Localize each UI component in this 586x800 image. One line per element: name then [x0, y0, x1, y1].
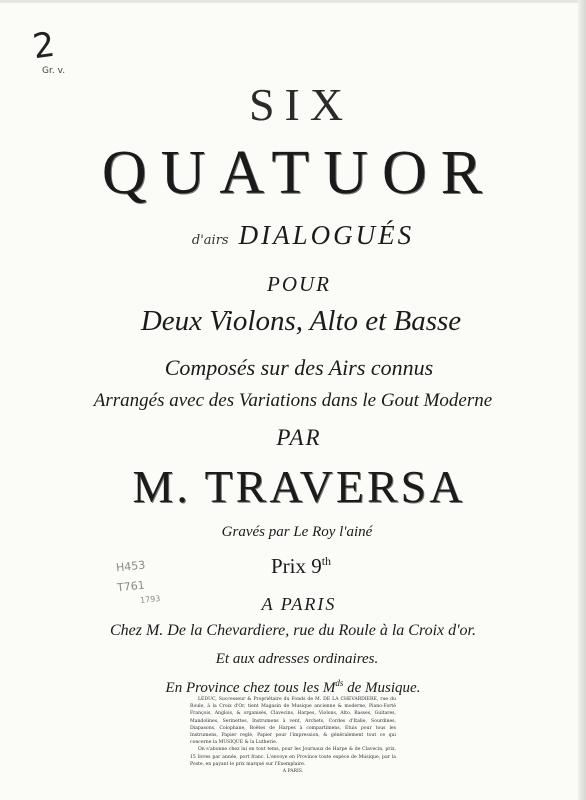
arranges-line: Arrangés avec des Variations dans le Gout Moderne [93, 390, 493, 411]
composer-name: M. TRAVERSA [132, 461, 466, 512]
imprint-city: A PARIS [261, 594, 337, 614]
title-dialogues-line [10, 220, 586, 251]
publisher-notice [190, 696, 396, 775]
province-text-end: de Musique. [343, 680, 421, 696]
handwritten-number: 2 [30, 24, 58, 68]
page-top-edge [0, 0, 586, 3]
price-superscript: th [321, 554, 332, 568]
margin-note-2: T761 [116, 578, 146, 595]
title-par: PAR [276, 425, 322, 450]
imprint-addresses: Et aux adresses ordinaires. [215, 651, 379, 667]
title-pour: POUR [267, 272, 331, 296]
price-text: Prix 9 [270, 554, 322, 578]
handwritten-mark: Gr. v. [42, 66, 66, 76]
engraver-line: Gravés par Le Roy l'ainé [221, 524, 373, 540]
title-dialogues: DIALOGUÉS [238, 220, 415, 250]
imprint-publisher: Chez M. De la Chevardiere, rue du Roule à la Croix d'or. [109, 622, 477, 639]
price-line [8, 554, 586, 579]
margin-note-1: H453 [115, 558, 146, 575]
notice-paragraph-1: LEDUC, Successeur & Propriétaire du Fonds de M. DE LA CHEVARDIERE, rue du Roule, à la Croix d'Or, tient Magasin de Musique ancienne & moderne, Piano-Forté François, Anglois, & organisés, Clavecins, Harpes, Violons, Alto, Basses, Guitares, Mandolines, Serinettes, Instrumens à vent, Archets, Cordes d'Italie, Sourdines, Diapasons, Colophane, Boëtes de Harpes à compartimens, Etuis pour tous les Instrumens, Papier reglé, Papier pour l'impression, & généralement tout ce qui concerne la MUSIQUE & la Lutherie. [190, 697, 396, 746]
instrumentation: Deux Violons, Alto et Basse [140, 305, 462, 337]
title-six: SIX [248, 79, 354, 130]
handwritten-dairs: d'airs [191, 233, 229, 248]
notice-paragraph-2: On s'abonne chez lui en tout tems, pour les Journaux de Harpe & de Clavecin, prix, 15 livres par année, port franc. L'envoye en Province toute espèce de Musique, par la Poste, en payant le prix marqué sur l'Exemplaire. [190, 747, 396, 767]
notice-footer: A PARIS. [282, 769, 304, 775]
imprint-province [0, 678, 586, 697]
title-quatuor: QUATUOR [101, 139, 497, 207]
province-superscript: ds [335, 678, 344, 688]
province-text-start: En Province chez tous les M [165, 680, 336, 696]
margin-note-3: 1793 [139, 593, 161, 606]
composes-line: Composés sur des Airs connus [164, 355, 434, 380]
